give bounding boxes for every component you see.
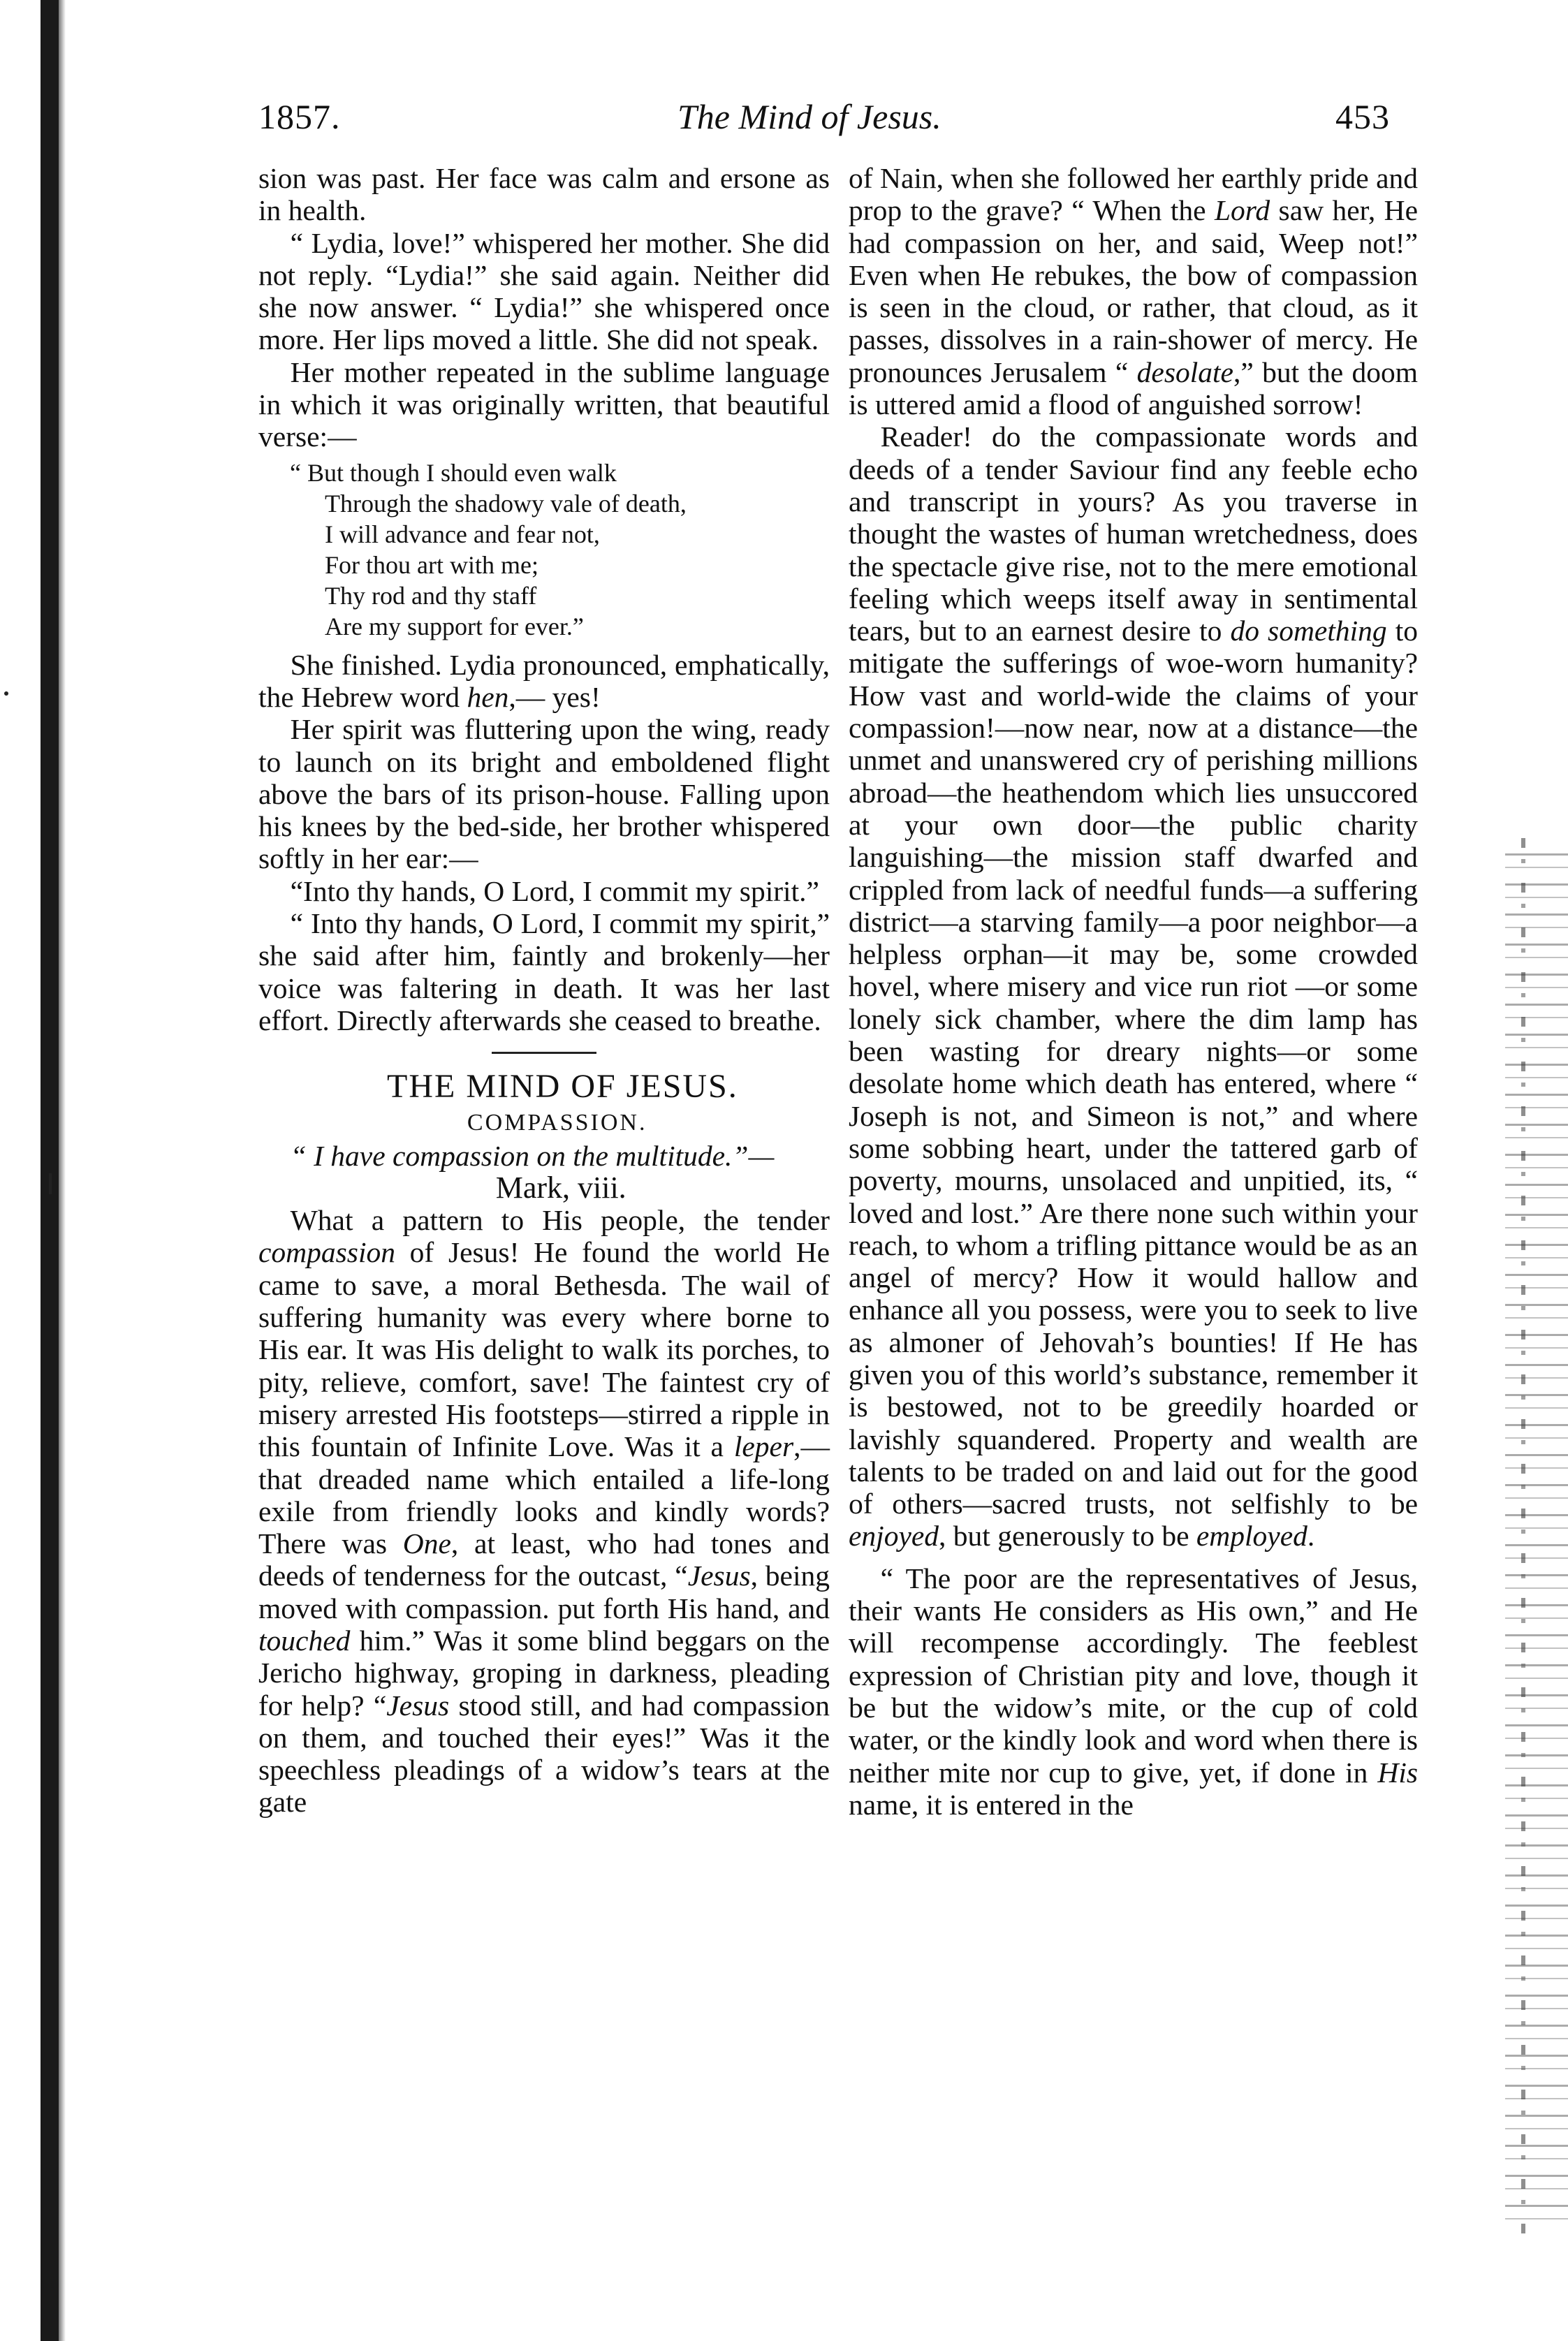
italic-word: desolate: [1136, 355, 1233, 388]
header-title: The Mind of Jesus.: [677, 97, 941, 136]
paragraph: “ Into thy hands, O Lord, I commit my spirit,” she said after him, faintly and brokenly—her voice was faltering in death. It was her last effort. Directly afterwards she ceased to breathe.: [258, 907, 830, 1036]
text-run: ,” but the doom is uttered amid a flood of anguished sorrow!: [849, 355, 1418, 421]
text-run: ,—that dreaded name which entailed a life-long exile from friendly looks and kindly words? There was: [258, 1430, 830, 1560]
margin-speck: [4, 691, 8, 696]
verse-line: Thy rod and thy staff: [325, 581, 537, 610]
text-run: name, it is entered in the: [849, 1788, 1134, 1821]
text-run: saw her, He had compassion on her, and said, Weep not!” Even when He rebukes, the bow of compassion is seen in the cloud, or rather, that cloud, as it passes, dissolves in a rain-shower of mercy. He pronounces Jerusalem “: [849, 194, 1418, 388]
article-subtitle: COMPASSION.: [467, 1110, 647, 1136]
paragraph: [849, 420, 1418, 1552]
text-run: “ The poor are the representatives of Jesus, their wants He considers as His own,” and He will recompense accordingly. The feeblest expression of Christian pity and love, though it be but the widow’s mite, or the cup of cold water, or the kindly look and word when there is neither mite nor cup to give, yet, if done in: [849, 1562, 1418, 1789]
paragraph: Her mother repeated in the sublime language in which it was originally written, that beautiful verse:—: [258, 355, 830, 453]
italic-word: One: [402, 1527, 451, 1560]
text-run: him.” Was it some blind beggars on the Jericho highway, groping in darkness, pleading for help? “: [258, 1624, 830, 1722]
italic-word: Lord: [1214, 194, 1270, 227]
text-run: stood still, and had compassion on them, and touched their eyes!” Was it the speechless pleadings of a widow’s tears at the gate: [258, 1689, 830, 1819]
text-run: to mitigate the sufferings of woe-worn humanity? How vast and world-wide the claims of your compassion!—now near, now at a distance—the unmet and unanswered cry of perishing millions abroad—the heathendom which lies unsuccored at your own door—the public charity languishing—the mission staff dwarfed and crippled from lack of needful funds—a suffering district—a starving family—a poor neighbor—a helpless orphan—it may be, some crowded hovel, where misery and vice run riot —or some lonely sick chamber, where the dim lamp has been wasting for dreary nights—or some desolate home which death has entered, where “ Joseph is not, and Simeon is not,” and where some sobbing heart, under the tattered garb of poverty, mourns, unsolaced and unpitied, its, “ loved and lost.” Are there none such within your reach, to whom a trifling pittance would be as an angel of mercy? How it would hallow and enhance all you possess, were you to seek to live as almoner of Jehovah’s bounties! If He has given you of this world’s substance, remember it is bestowed, not to be greedily hoarded or lavishly squandered. Property and wealth are talents to be traded on and laid out for the good of others—sacred trusts, not selfishly to be: [849, 615, 1419, 1520]
left-column: [258, 162, 830, 1819]
binding-fade: [59, 0, 66, 2341]
paragraph: Her spirit was fluttering upon the wing, ready to launch on its bright and emboldened flight above the bars of its prison-house. Falling upon his knees by the bed-side, her brother whispered softly in her ear:—: [258, 713, 830, 875]
paragraph: [258, 1204, 830, 1819]
italic-word: employed: [1196, 1520, 1307, 1553]
paragraph: “Into thy hands, O Lord, I commit my spirit.”: [290, 874, 819, 907]
italic-word: hen: [467, 680, 509, 713]
running-header: [258, 96, 1390, 145]
paragraph: sion was past. Her face was calm and ersone as in health.: [258, 162, 830, 227]
verse-quote: [258, 457, 830, 642]
text-run: She finished. Lydia pronounced, emphatically, the Hebrew word: [258, 648, 830, 713]
italic-word: Jesus: [386, 1689, 450, 1722]
margin-speck: [49, 1173, 52, 1194]
italic-word: enjoyed: [849, 1520, 939, 1553]
italic-word: Jesus: [687, 1560, 751, 1592]
text-run: , but generously to be: [939, 1520, 1196, 1553]
paragraph: [849, 1562, 1418, 1821]
scan-noise: [1521, 838, 1525, 2235]
binding-shadow: [41, 0, 59, 2341]
italic-word: do something: [1230, 615, 1387, 647]
italic-word: touched: [258, 1624, 351, 1657]
verse-line: Through the shadowy vale of death,: [325, 489, 687, 518]
paragraph: “ Lydia, love!” whispered her mother. She did not reply. “Lydia!” she said again. Neither did she now answer. “ Lydia!” she whispered once more. Her lips moved a little. She did not speak.: [258, 226, 830, 356]
scan-noise: [1505, 838, 1568, 2235]
paragraph: [849, 162, 1418, 420]
epigraph-reference: Mark, viii.: [495, 1170, 627, 1205]
article-title: THE MIND OF JESUS.: [387, 1068, 738, 1106]
page-number: 453: [1335, 97, 1390, 136]
verse-line: Are my support for ever.”: [325, 612, 584, 640]
text-run: .: [1307, 1520, 1315, 1553]
text-run: , being moved with compassion. put forth His hand, and: [258, 1560, 830, 1624]
right-column: [849, 162, 1418, 1821]
section-divider: [492, 1052, 596, 1054]
italic-word: His: [1377, 1756, 1418, 1789]
text-run: Reader! do the compassionate words and deeds of a tender Saviour find any feeble echo and transcript in yours? As you traverse in thought the wastes of human wretchedness, does the spectacle give rise, not to the mere emotional feeling which weeps itself away in sentimental tears, but to an earnest desire to: [849, 420, 1418, 647]
verse-line: For thou art with me;: [325, 550, 538, 579]
text-run: ,— yes!: [508, 680, 601, 713]
text-run: What a pattern to His people, the tender: [290, 1204, 830, 1237]
text-run: of Nain, when she followed her earthly pride and prop to the grave? “ When the: [849, 162, 1418, 227]
epigraph: “ I have compassion on the multitude.”—: [290, 1139, 775, 1172]
text-run: of Jesus! He found the world He came to save, a moral Bethesda. The wail of suffering humanity was every where borne to His ear. It was His delight to walk its porches, to pity, relieve, comfort, save! The faintest cry of misery arrested His footsteps—stirred a ripple in this fountain of Infinite Love. Was it a: [258, 1236, 830, 1463]
header-year: 1857.: [258, 97, 341, 136]
italic-word: leper: [733, 1430, 794, 1463]
verse-line: “ But though I should even walk: [290, 458, 617, 487]
italic-word: compassion: [258, 1236, 395, 1269]
paragraph: [258, 649, 830, 714]
text-run: , at least, who had tones and deeds of tenderness for the outcast, “: [258, 1527, 830, 1592]
verse-line: I will advance and fear not,: [325, 520, 600, 548]
